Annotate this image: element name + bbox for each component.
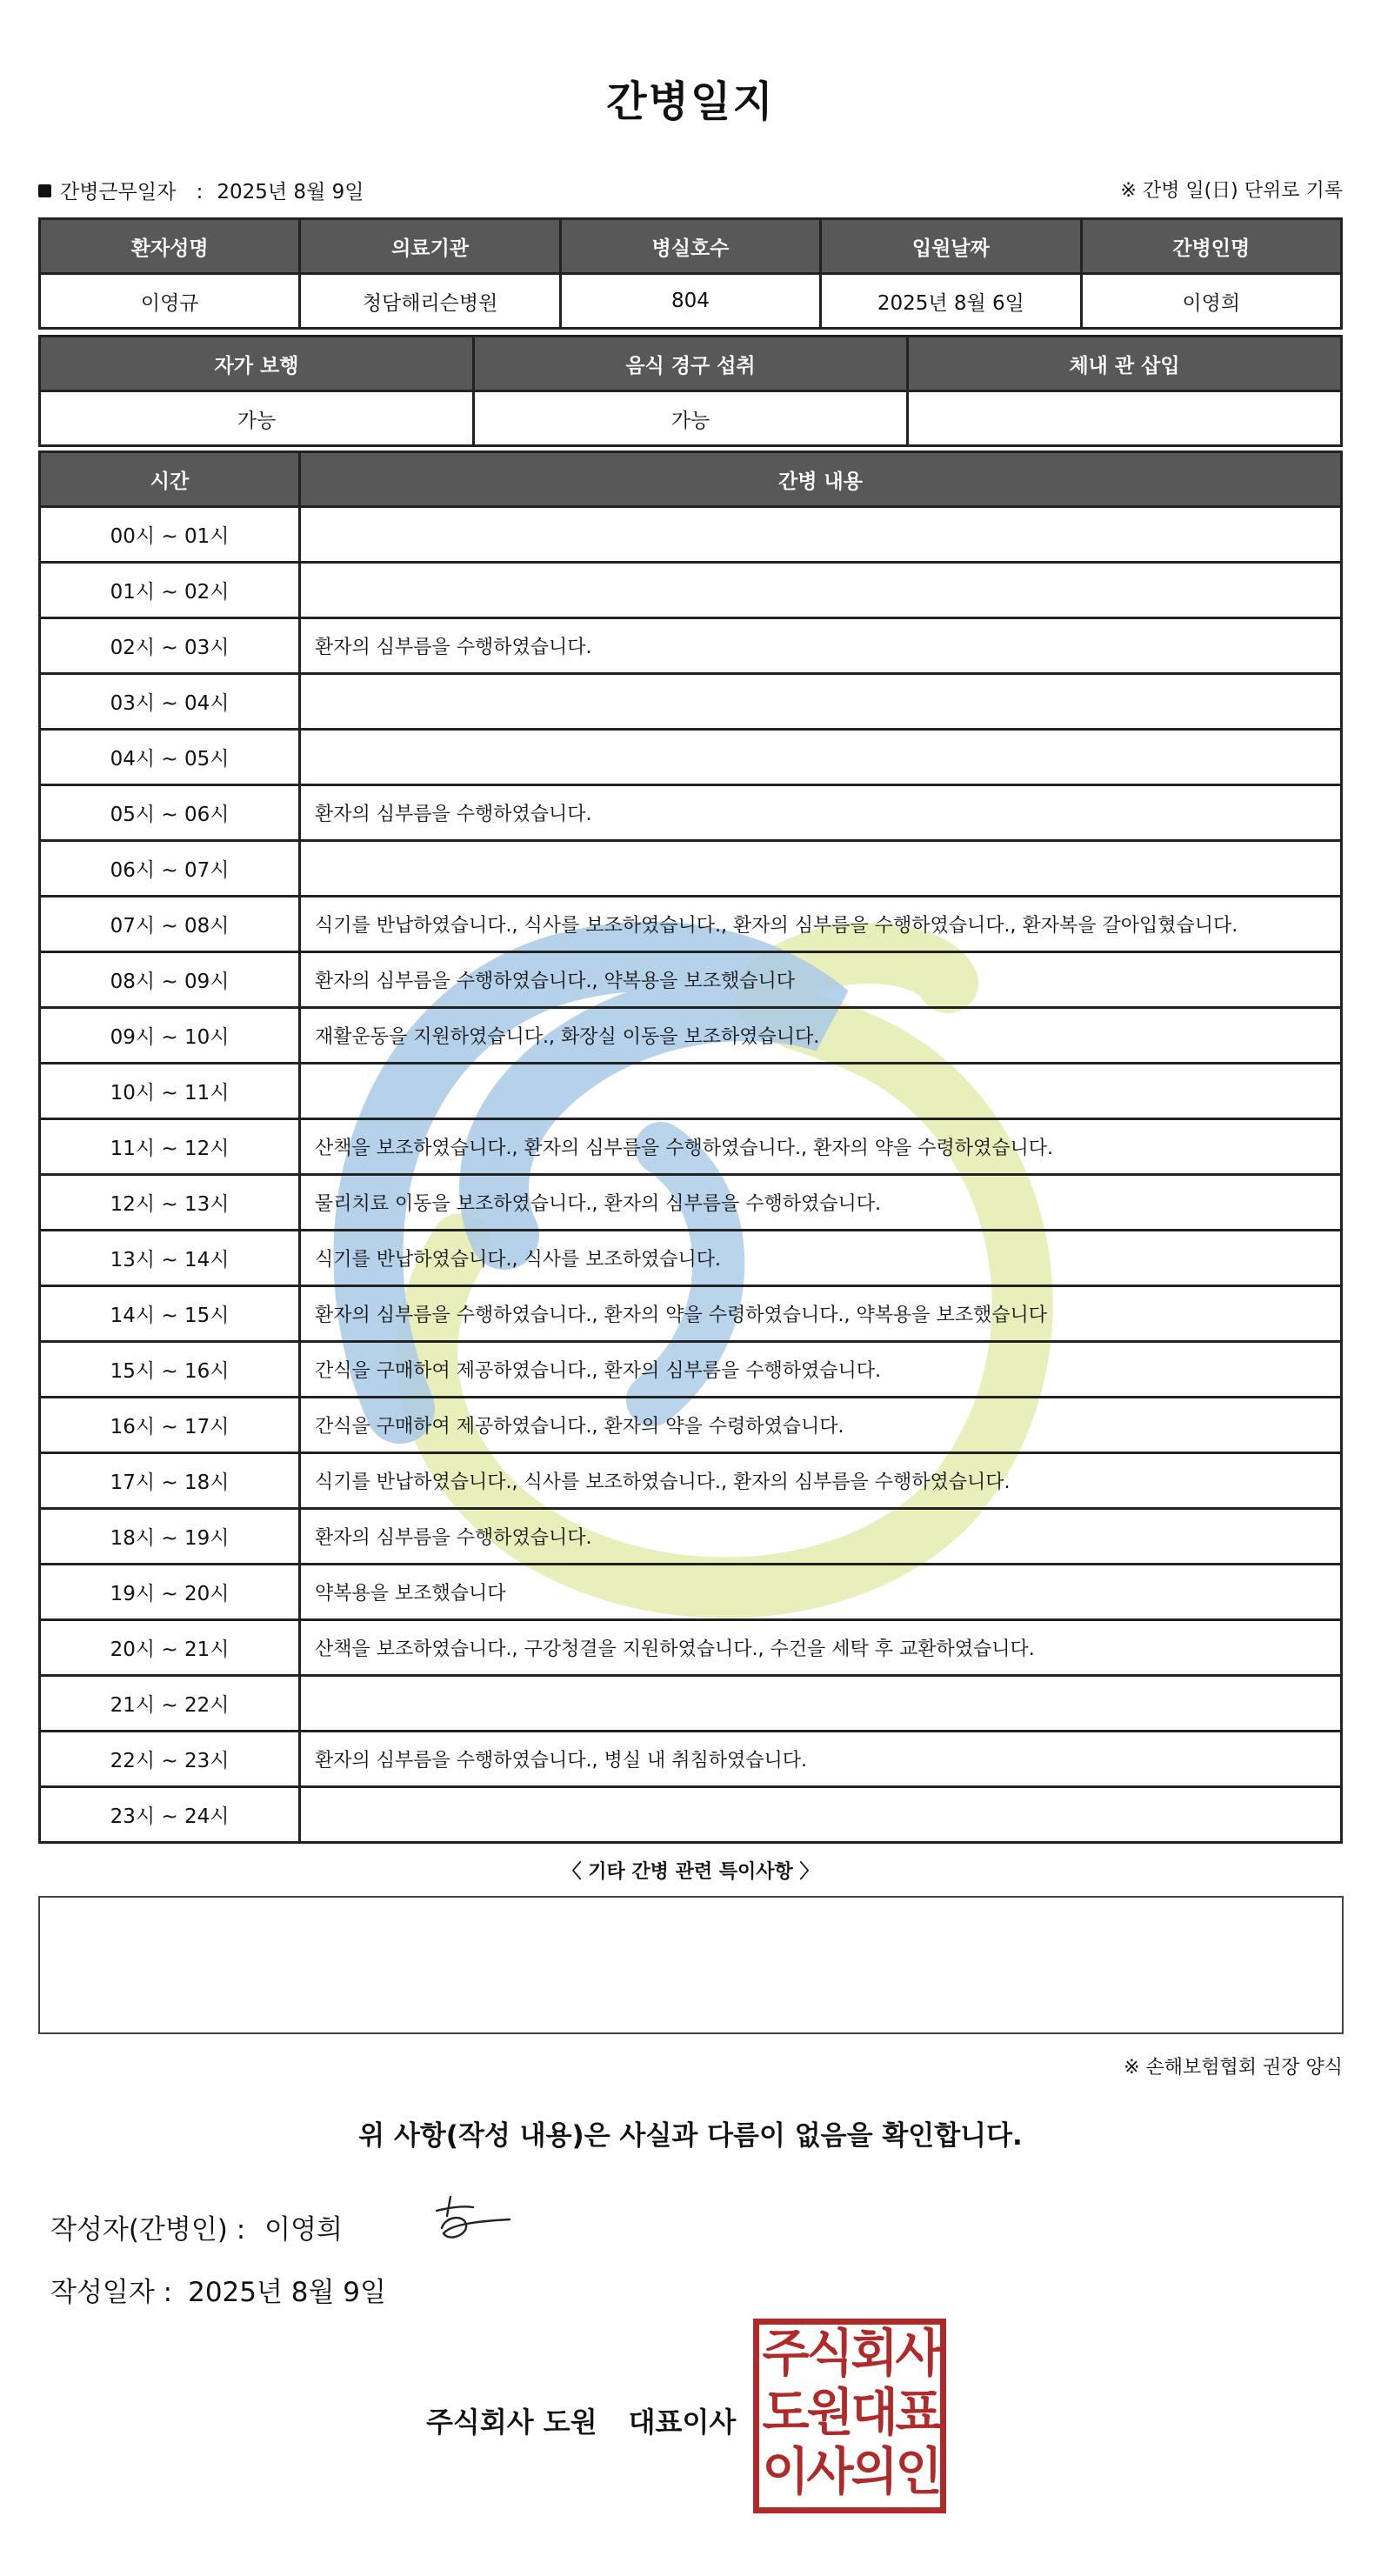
write-date-value: 2025년 8월 9일 (188, 2277, 386, 2308)
care-log-row (40, 1620, 1342, 1676)
care-log-row (40, 507, 1342, 563)
care-log-time: 11시 ~ 12시 (40, 1119, 300, 1175)
care-log-time: 09시 ~ 10시 (40, 1008, 300, 1064)
care-log-table (38, 450, 1343, 1844)
header-oral-intake: 음식 경구 섭취 (474, 337, 908, 391)
special-notes-box (38, 1896, 1344, 2034)
patient-info-value-row (40, 274, 1342, 329)
care-log-time: 12시 ~ 13시 (40, 1175, 300, 1231)
writer-line (50, 2207, 343, 2246)
care-log-content: 물리치료 이동을 보조하였습니다., 환자의 심부름을 수행하였습니다. (300, 1175, 1342, 1231)
header-admission-date: 입원날짜 (821, 219, 1081, 274)
care-log-time: 19시 ~ 20시 (40, 1565, 300, 1620)
care-log-time: 13시 ~ 14시 (40, 1231, 300, 1286)
header-patient-name: 환자성명 (40, 219, 300, 274)
care-log-row (40, 1175, 1342, 1231)
care-log-time: 05시 ~ 06시 (40, 785, 300, 841)
seal-row (759, 2325, 940, 2384)
care-log-time: 17시 ~ 18시 (40, 1453, 300, 1509)
care-log-content: 환자의 심부름을 수행하였습니다., 병실 내 취침하였습니다. (300, 1732, 1342, 1787)
tube-insertion-value (908, 391, 1342, 446)
care-log-time: 16시 ~ 17시 (40, 1398, 300, 1453)
care-log-content: 환자의 심부름을 수행하였습니다. (300, 1509, 1342, 1565)
care-log-content: 환자의 심부름을 수행하였습니다. (300, 785, 1342, 841)
care-log-row (40, 1342, 1342, 1398)
seal-character: 식 (806, 2324, 849, 2384)
care-log-row (40, 1732, 1342, 1787)
seal-character: 인 (895, 2442, 937, 2502)
care-log-time: 02시 ~ 03시 (40, 618, 300, 674)
care-log-content: 식기를 반납하였습니다., 식사를 보조하였습니다. (300, 1231, 1342, 1286)
care-log-content (300, 674, 1342, 730)
company-line (426, 2400, 736, 2440)
care-log-content: 환자의 심부름을 수행하였습니다., 약복용을 보조했습니다 (300, 952, 1342, 1008)
care-log-row (40, 785, 1342, 841)
seal-character: 이 (762, 2442, 804, 2502)
care-log-content (300, 1676, 1342, 1732)
care-log-row (40, 1286, 1342, 1342)
patient-name: 이영규 (40, 274, 300, 329)
care-log-content (300, 1064, 1342, 1119)
care-log-row (40, 897, 1342, 952)
care-log-content (300, 563, 1342, 618)
seal-character: 사 (806, 2442, 849, 2502)
oral-intake-value: 가능 (474, 391, 908, 446)
care-log-time: 07시 ~ 08시 (40, 897, 300, 952)
care-log-time: 20시 ~ 21시 (40, 1620, 300, 1676)
care-log-row (40, 952, 1342, 1008)
header-hospital: 의료기관 (300, 219, 560, 274)
seal-character: 회 (851, 2324, 893, 2384)
page-title: 간병일지 (606, 77, 775, 126)
handwritten-signature (424, 2190, 529, 2251)
header-caregiver: 간병인명 (1081, 219, 1341, 274)
care-log-row (40, 1453, 1342, 1509)
hospital-name: 청담해리슨병원 (300, 274, 560, 329)
care-log-content: 간식을 구매하여 제공하였습니다., 환자의 약을 수령하였습니다. (300, 1398, 1342, 1453)
work-date (38, 176, 364, 204)
care-log-time: 06시 ~ 07시 (40, 841, 300, 897)
care-log-time: 08시 ~ 09시 (40, 952, 300, 1008)
seal-character: 대 (851, 2383, 893, 2443)
company-seal-stamp (753, 2319, 946, 2513)
work-date-value: 2025년 8월 9일 (217, 181, 364, 204)
care-log-row (40, 1676, 1342, 1732)
care-log-row (40, 730, 1342, 785)
care-log-time: 23시 ~ 24시 (40, 1787, 300, 1843)
work-date-sep: : (196, 181, 203, 204)
care-log-header-row (40, 452, 1342, 507)
care-log-content: 환자의 심부름을 수행하였습니다. (300, 618, 1342, 674)
record-unit-note: ※ 간병 일(日) 단위로 기록 (1120, 180, 1343, 202)
patient-info-header-row (40, 219, 1342, 274)
care-log-time: 10시 ~ 11시 (40, 1064, 300, 1119)
header-self-walking: 자가 보행 (40, 337, 474, 391)
care-log-content (300, 1787, 1342, 1843)
write-date-line (50, 2270, 386, 2309)
seal-character: 표 (895, 2383, 937, 2443)
care-log-content: 약복용을 보조했습니다 (300, 1565, 1342, 1620)
confirmation-statement: 위 사항(작성 내용)은 사실과 다름이 없음을 확인합니다. (358, 2120, 1023, 2152)
company-name: 주식회사 도원 (426, 2406, 597, 2439)
admission-date: 2025년 8월 6일 (821, 274, 1081, 329)
special-notes-title: 〈 기타 간병 관련 특이사항 〉 (562, 1861, 819, 1883)
bullet-square-icon (38, 184, 51, 197)
form-source-note: ※ 손해보험협회 권장 양식 (1124, 2057, 1343, 2079)
care-log-row (40, 1119, 1342, 1175)
care-log-row (40, 1398, 1342, 1453)
self-walking-value: 가능 (40, 391, 474, 446)
header-room: 병실호수 (560, 219, 820, 274)
care-log-time: 14시 ~ 15시 (40, 1286, 300, 1342)
care-log-content: 재활운동을 지원하였습니다., 화장실 이동을 보조하였습니다. (300, 1008, 1342, 1064)
care-log-row (40, 563, 1342, 618)
patient-info-table (38, 217, 1343, 330)
seal-character: 사 (895, 2324, 937, 2384)
care-log-time: 15시 ~ 16시 (40, 1342, 300, 1398)
patient-status-header-row (40, 337, 1342, 391)
care-log-content (300, 730, 1342, 785)
header-care-content: 간병 내용 (300, 452, 1342, 507)
care-log-time: 21시 ~ 22시 (40, 1676, 300, 1732)
header-time: 시간 (40, 452, 300, 507)
care-log-row (40, 1509, 1342, 1565)
care-log-time: 04시 ~ 05시 (40, 730, 300, 785)
care-log-row (40, 618, 1342, 674)
write-date-label: 작성일자 : (50, 2277, 173, 2308)
care-log-content: 식기를 반납하였습니다., 식사를 보조하였습니다., 환자의 심부름을 수행하였습니다., 환자복을 갈아입혔습니다. (300, 897, 1342, 952)
care-log-content: 식기를 반납하였습니다., 식사를 보조하였습니다., 환자의 심부름을 수행하였습니다. (300, 1453, 1342, 1509)
writer-name: 이영희 (264, 2214, 344, 2246)
seal-character: 원 (806, 2383, 849, 2443)
care-log-time: 18시 ~ 19시 (40, 1509, 300, 1565)
care-log-row (40, 1008, 1342, 1064)
care-log-content (300, 841, 1342, 897)
care-log-row (40, 674, 1342, 730)
care-log-content: 산책을 보조하였습니다., 환자의 심부름을 수행하였습니다., 환자의 약을 수령하였습니다. (300, 1119, 1342, 1175)
care-log-time: 01시 ~ 02시 (40, 563, 300, 618)
patient-status-value-row (40, 391, 1342, 446)
care-log-row (40, 1231, 1342, 1286)
seal-row (759, 2384, 940, 2443)
care-log-content: 환자의 심부름을 수행하였습니다., 환자의 약을 수령하였습니다., 약복용을 보조했습니다 (300, 1286, 1342, 1342)
seal-character: 도 (762, 2383, 804, 2443)
care-log-time: 00시 ~ 01시 (40, 507, 300, 563)
care-log-time: 03시 ~ 04시 (40, 674, 300, 730)
seal-row (759, 2443, 940, 2502)
work-date-label: 간병근무일자 (60, 181, 177, 204)
patient-status-table (38, 335, 1343, 447)
writer-label: 작성자(간병인) : (50, 2214, 246, 2246)
care-log-content: 산책을 보조하였습니다., 구강청결을 지원하였습니다., 수건을 세탁 후 교환하였습니다. (300, 1620, 1342, 1676)
header-tube-insertion: 체내 관 삽입 (908, 337, 1342, 391)
seal-character: 의 (851, 2442, 893, 2502)
caregiver-name: 이영희 (1081, 274, 1341, 329)
care-log-row (40, 1064, 1342, 1119)
care-log-content (300, 507, 1342, 563)
seal-character: 주 (762, 2324, 804, 2384)
care-log-content: 간식을 구매하여 제공하였습니다., 환자의 심부름을 수행하였습니다. (300, 1342, 1342, 1398)
care-log-row (40, 1565, 1342, 1620)
care-log-time: 22시 ~ 23시 (40, 1732, 300, 1787)
room-number: 804 (560, 274, 820, 329)
care-log-row (40, 841, 1342, 897)
company-ceo-title: 대표이사 (628, 2406, 737, 2439)
care-log-row (40, 1787, 1342, 1843)
